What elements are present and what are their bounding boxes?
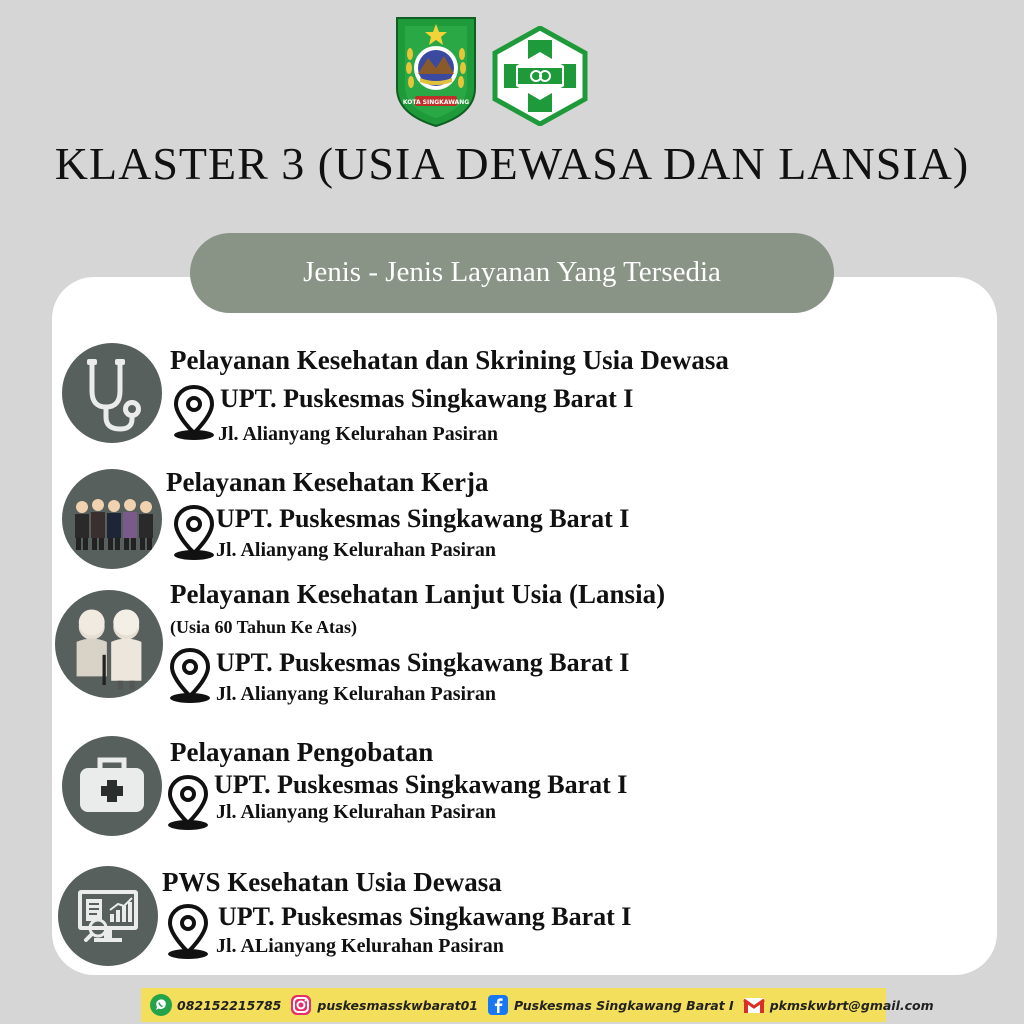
puskesmas-logo	[490, 26, 590, 126]
service-title: Pelayanan Kesehatan dan Skrining Usia Dewasa	[170, 345, 729, 375]
service-place: UPT. Puskesmas Singkawang Barat I	[218, 902, 632, 931]
service-subtitle: (Usia 60 Tahun Ke Atas)	[170, 617, 358, 637]
instagram-handle: puskesmasskwbarat01	[317, 997, 479, 1013]
service-title: Pelayanan Pengobatan	[170, 737, 434, 767]
instagram-contact[interactable]	[289, 993, 478, 1017]
instagram-icon	[289, 993, 313, 1017]
service-place: UPT. Puskesmas Singkawang Barat I	[220, 384, 634, 413]
location-pin-icon	[170, 383, 218, 441]
city-logo-ribbon: KOTA SINGKAWANG	[402, 99, 470, 106]
service-place: UPT. Puskesmas Singkawang Barat I	[216, 504, 630, 533]
medical-kit-icon	[62, 736, 162, 836]
workers-group-icon	[62, 469, 162, 569]
location-pin-icon	[164, 773, 212, 831]
service-place: UPT. Puskesmas Singkawang Barat I	[214, 770, 628, 799]
location-pin-icon	[170, 503, 218, 561]
page-title: KLASTER 3 (USIA DEWASA DAN LANSIA)	[54, 138, 970, 189]
whatsapp-contact[interactable]	[149, 993, 281, 1017]
email-contact[interactable]	[742, 993, 934, 1017]
service-address: Jl. Alianyang Kelurahan Pasiran	[218, 423, 499, 445]
location-pin-icon	[166, 646, 214, 704]
service-address: Jl. ALianyang Kelurahan Pasiran	[216, 935, 504, 957]
service-place: UPT. Puskesmas Singkawang Barat I	[216, 648, 630, 677]
location-pin-icon	[164, 902, 212, 960]
stethoscope-icon	[62, 343, 162, 443]
contact-footer	[141, 988, 934, 1022]
header-logos	[0, 14, 1024, 128]
service-address: Jl. Alianyang Kelurahan Pasiran	[216, 539, 497, 561]
facebook-contact[interactable]	[486, 993, 734, 1017]
service-address: Jl. Alianyang Kelurahan Pasiran	[216, 683, 497, 705]
service-address: Jl. Alianyang Kelurahan Pasiran	[216, 801, 497, 823]
section-label: Jenis - Jenis Layanan Yang Tersedia	[190, 233, 834, 313]
kota-singkawang-emblem	[393, 14, 479, 128]
facebook-page: Puskesmas Singkawang Barat I	[514, 997, 734, 1013]
service-title: Pelayanan Kesehatan Lanjut Usia (Lansia)	[170, 579, 666, 609]
service-title: PWS Kesehatan Usia Dewasa	[162, 867, 502, 897]
facebook-icon	[486, 993, 510, 1017]
report-monitor-icon	[58, 866, 158, 966]
gmail-icon	[742, 993, 766, 1017]
elderly-couple-icon	[55, 590, 163, 698]
whatsapp-icon	[149, 993, 173, 1017]
whatsapp-number: 082152215785	[177, 997, 282, 1013]
email-address: pkmskwbrt@gmail.com	[769, 997, 934, 1013]
service-title: Pelayanan Kesehatan Kerja	[166, 467, 489, 497]
